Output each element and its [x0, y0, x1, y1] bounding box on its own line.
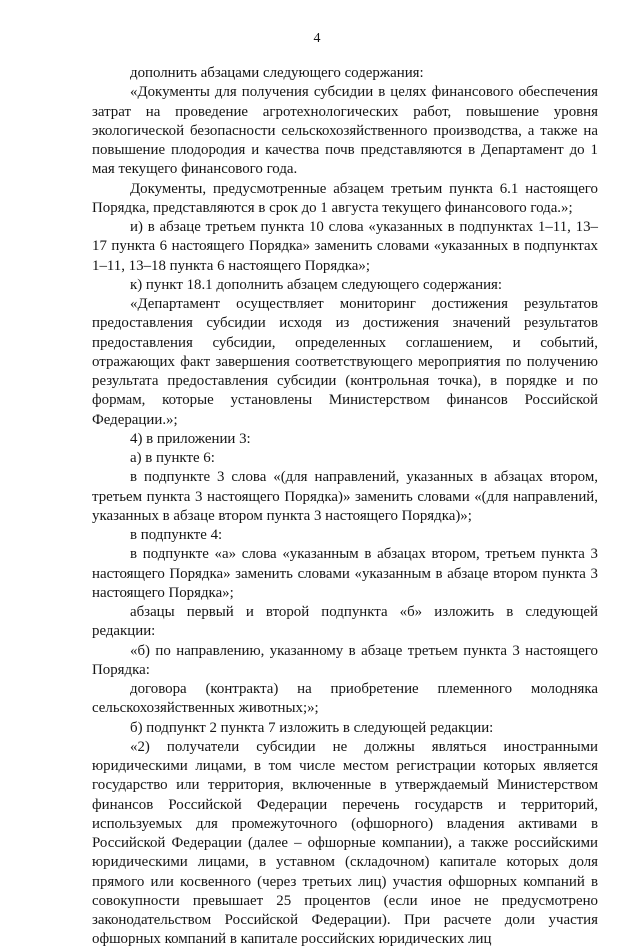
- paragraph-2: «Документы для получения субсидии в целях финансового обеспечения затрат на проведение агротехнологических работ, повышение уровня экологической безопасности сельскохозяйственного производства, а также на повышение плодородия и качества почв представляются в Департамент до 1 мая текущего финансового года.: [92, 84, 598, 178]
- paragraph-1: дополнить абзацами следующего содержания:: [130, 65, 424, 81]
- paragraph-11: в подпункте «а» слова «указанным в абзацах втором, третьем пункта 3 настоящего Порядка» заменить словами «указанным в абзаце втором пункта 3 настоящего Порядка»;: [92, 546, 598, 601]
- paragraph-5: к) пункт 18.1 дополнить абзацем следующего содержания:: [130, 276, 503, 293]
- paragraph-12: абзацы первый и второй подпункта «б» изложить в следующей редакции:: [92, 604, 598, 640]
- paragraph-3: Документы, предусмотренные абзацем третьим пункта 6.1 настоящего Порядка, представляются в срок до 1 августа текущего финансового года.»;: [92, 180, 598, 216]
- paragraph-13: «б) по направлению, указанному в абзаце третьем пункта 3 настоящего Порядка:: [92, 642, 598, 678]
- paragraph-7: 4) в приложении 3:: [130, 430, 251, 447]
- page-number: 4: [313, 31, 321, 46]
- paragraph-14: договора (контракта) на приобретение племенного молодняка сельскохозяйственных животных;»;: [92, 681, 598, 717]
- paragraph-9: в подпункте 3 слова «(для направлений, указанных в абзацах втором, третьем пункта 3 настоящего Порядка)» заменить словами «(для направлений, указанных в абзаце втором пункта 3 настоящего Порядка)»;: [92, 469, 598, 524]
- paragraph-4: и) в абзаце третьем пункта 10 слова «указанных в подпунктах 1–11, 13–17 пункта 6 настоящего Порядка» заменить словами «указанных в подпунктах 1–11, 13–18 пункта 6 настоящего Порядка»;: [92, 219, 598, 274]
- paragraph-10: в подпункте 4:: [130, 527, 223, 543]
- document-body: [92, 64, 598, 950]
- paragraph-16: «2) получатели субсидии не должны являться иностранными юридическими лицами, в том числе местом регистрации которых является государство или территория, включенные в утверждаемый Министерством финансов Российской Федерации перечень государств и территорий, используемых для промежуточного (офшорного) владения активами в Российской Федерации (далее – офшорные компании), а также российскими юридическими лицами, в уставном (складочном) капитале которых доля прямого или косвенного (через третьих лиц) участия офшорных компаний в совокупности превышает 25 процентов (если иное не предусмотрено законодательством Российской Федерации). При расчете доли участия офшорных компаний в капитале российских юридических лиц: [92, 738, 598, 948]
- paragraph-8: а) в пункте 6:: [130, 450, 215, 466]
- paragraph-6: «Департамент осуществляет мониторинг достижения результатов предоставления субсидии исходя из достижения значений результатов предоставления субсидии, определенных соглашением, и событий, отражающих факт завершения соответствующего мероприятия по получению результата предоставления субсидии (контрольная точка), в порядке и по формам, которые установлены Министерством финансов Российской Федерации.»;: [92, 296, 598, 428]
- paragraph-15: б) подпункт 2 пункта 7 изложить в следующей редакции:: [130, 719, 494, 736]
